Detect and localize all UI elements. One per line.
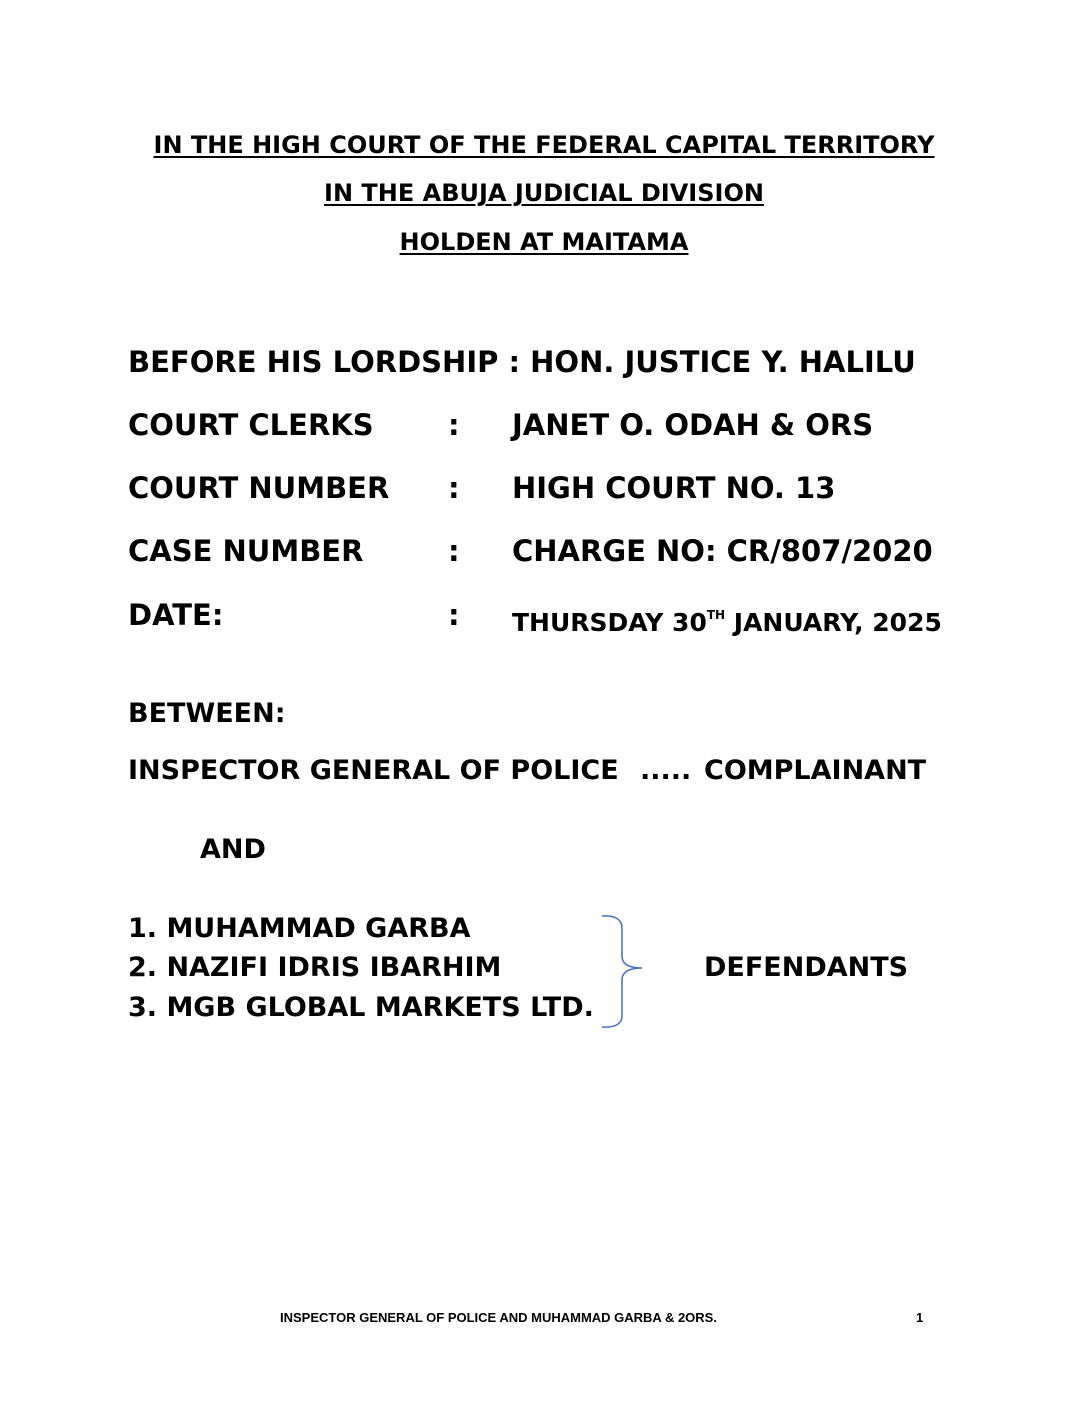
separator-colon: : <box>448 598 460 632</box>
separator-colon: : <box>448 471 460 505</box>
date-label: DATE: <box>128 598 224 632</box>
and-label: AND <box>200 834 266 865</box>
separator-colon: : <box>448 534 460 568</box>
court-clerks-value: JANET O. ODAH & ORS <box>512 408 874 442</box>
date-value <box>512 597 942 641</box>
footer-case-title: INSPECTOR GENERAL OF POLICE AND MUHAMMAD GARBA & 2ORS. <box>280 1310 717 1325</box>
curly-brace-icon <box>596 912 652 1032</box>
complainant-dots: ..... <box>640 755 692 786</box>
complainant-name: INSPECTOR GENERAL OF POLICE <box>128 755 619 786</box>
lordship-label: BEFORE HIS LORDSHIP : <box>128 345 531 379</box>
case-number-row <box>128 533 948 569</box>
lordship-row <box>128 344 916 380</box>
court-title: IN THE HIGH COURT OF THE FEDERAL CAPITAL TERRITORY <box>153 131 935 159</box>
complainant-role: COMPLAINANT <box>704 755 927 786</box>
defendant-2: 2. NAZIFI IDRIS IBARHIM <box>128 952 502 983</box>
judicial-division: IN THE ABUJA JUDICIAL DIVISION <box>324 179 764 207</box>
court-clerks-row <box>128 407 948 443</box>
case-number-label: CASE NUMBER <box>128 534 364 568</box>
court-clerks-label: COURT CLERKS <box>128 408 374 442</box>
date-value-ordinal: TH <box>706 608 726 622</box>
date-value-month-year: JANUARY, 2025 <box>725 608 942 637</box>
defendants-role: DEFENDANTS <box>704 952 909 983</box>
separator-colon: : <box>448 408 460 442</box>
court-number-label: COURT NUMBER <box>128 471 390 505</box>
case-number-value: CHARGE NO: CR/807/2020 <box>512 534 933 568</box>
court-number-row <box>128 470 948 506</box>
court-number-value: HIGH COURT NO. 13 <box>512 471 836 505</box>
holden-location: HOLDEN AT MAITAMA <box>399 228 689 256</box>
date-row <box>128 597 948 637</box>
between-label: BETWEEN: <box>128 698 286 729</box>
date-value-day: THURSDAY 30 <box>512 608 707 637</box>
defendant-1: 1. MUHAMMAD GARBA <box>128 913 471 944</box>
defendant-3: 3. MGB GLOBAL MARKETS LTD. <box>128 992 594 1023</box>
lordship-value: HON. JUSTICE Y. HALILU <box>530 345 916 379</box>
page-number: 1 <box>916 1310 924 1325</box>
